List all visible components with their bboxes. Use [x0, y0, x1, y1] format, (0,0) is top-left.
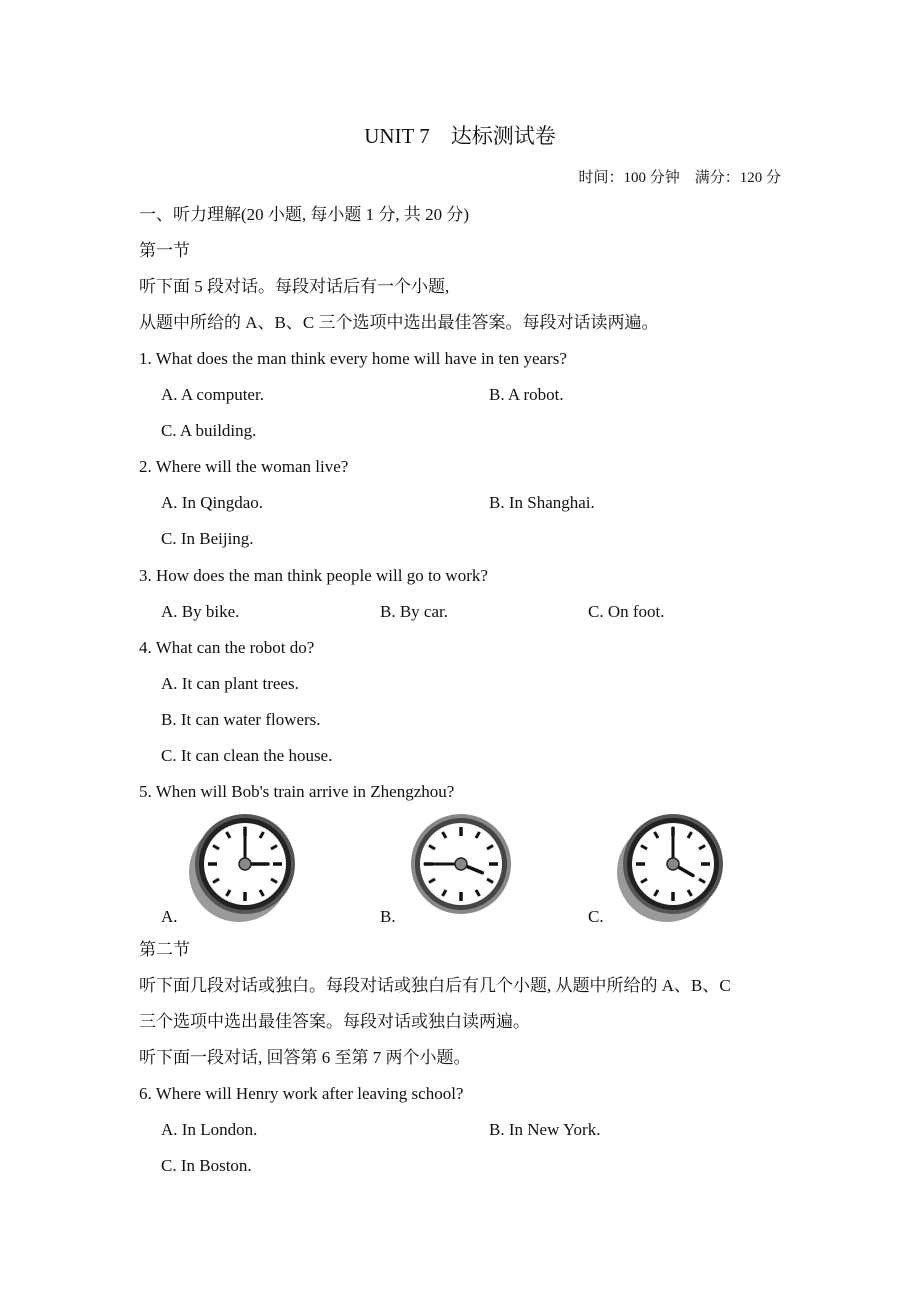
q6-option-b: B. In New York. — [489, 1120, 601, 1139]
clock-center — [455, 858, 467, 870]
section2-instruction-1: 听下面几段对话或独白。每段对话或独白后有几个小题, 从题中所给的 A、B、C — [139, 976, 731, 995]
section2-instruction-2: 三个选项中选出最佳答案。每段对话或独白读两遍。 — [139, 1012, 530, 1031]
q2-option-b: B. In Shanghai. — [489, 493, 595, 512]
exam-meta: 时间：100 分钟 满分：120 分 — [578, 170, 781, 186]
q4-option-c: C. It can clean the house. — [161, 746, 333, 765]
q5-option-a: A. — [161, 907, 178, 926]
q4-option-b: B. It can water flowers. — [161, 710, 321, 729]
clock-center — [667, 858, 679, 870]
q4-option-a: A. It can plant trees. — [161, 674, 299, 693]
clock-c-image — [610, 812, 732, 924]
q4-stem: 4. What can the robot do? — [139, 638, 315, 657]
q2-option-c: C. In Beijing. — [161, 529, 254, 548]
page-title: UNIT 7 达标测试卷 — [364, 124, 556, 148]
part1-heading: 一、听力理解(20 小题, 每小题 1 分, 共 20 分) — [139, 205, 470, 224]
q3-option-c: C. On foot. — [588, 602, 665, 621]
q3-option-b: B. By car. — [380, 602, 448, 621]
q5-stem: 5. When will Bob's train arrive in Zhengzhou? — [139, 782, 455, 801]
section2-instruction-3: 听下面一段对话, 回答第 6 至第 7 两个小题。 — [139, 1048, 471, 1067]
q2-stem: 2. Where will the woman live? — [139, 457, 349, 476]
q1-stem: 1. What does the man think every home will have in ten years? — [139, 349, 567, 368]
q1-option-b: B. A robot. — [489, 385, 564, 404]
q6-option-c: C. In Boston. — [161, 1156, 252, 1175]
q3-option-a: A. By bike. — [161, 602, 240, 621]
q6-stem: 6. Where will Henry work after leaving school? — [139, 1084, 464, 1103]
section2-label: 第二节 — [139, 940, 190, 959]
q1-option-a: A. A computer. — [161, 385, 264, 404]
q6-option-a: A. In London. — [161, 1120, 258, 1139]
section1-label: 第一节 — [139, 241, 190, 260]
q3-stem: 3. How does the man think people will go to work? — [139, 566, 488, 585]
q5-option-b: B. — [380, 907, 396, 926]
clock-center — [239, 858, 251, 870]
q2-option-a: A. In Qingdao. — [161, 493, 263, 512]
section1-instruction-2: 从题中所给的 A、B、C 三个选项中选出最佳答案。每段对话读两遍。 — [139, 313, 659, 332]
section1-instruction-1: 听下面 5 段对话。每段对话后有一个小题, — [139, 277, 450, 296]
q1-option-c: C. A building. — [161, 421, 257, 440]
clock-b-image — [398, 812, 520, 924]
clock-a-image — [182, 812, 304, 924]
q5-option-c: C. — [588, 907, 604, 926]
